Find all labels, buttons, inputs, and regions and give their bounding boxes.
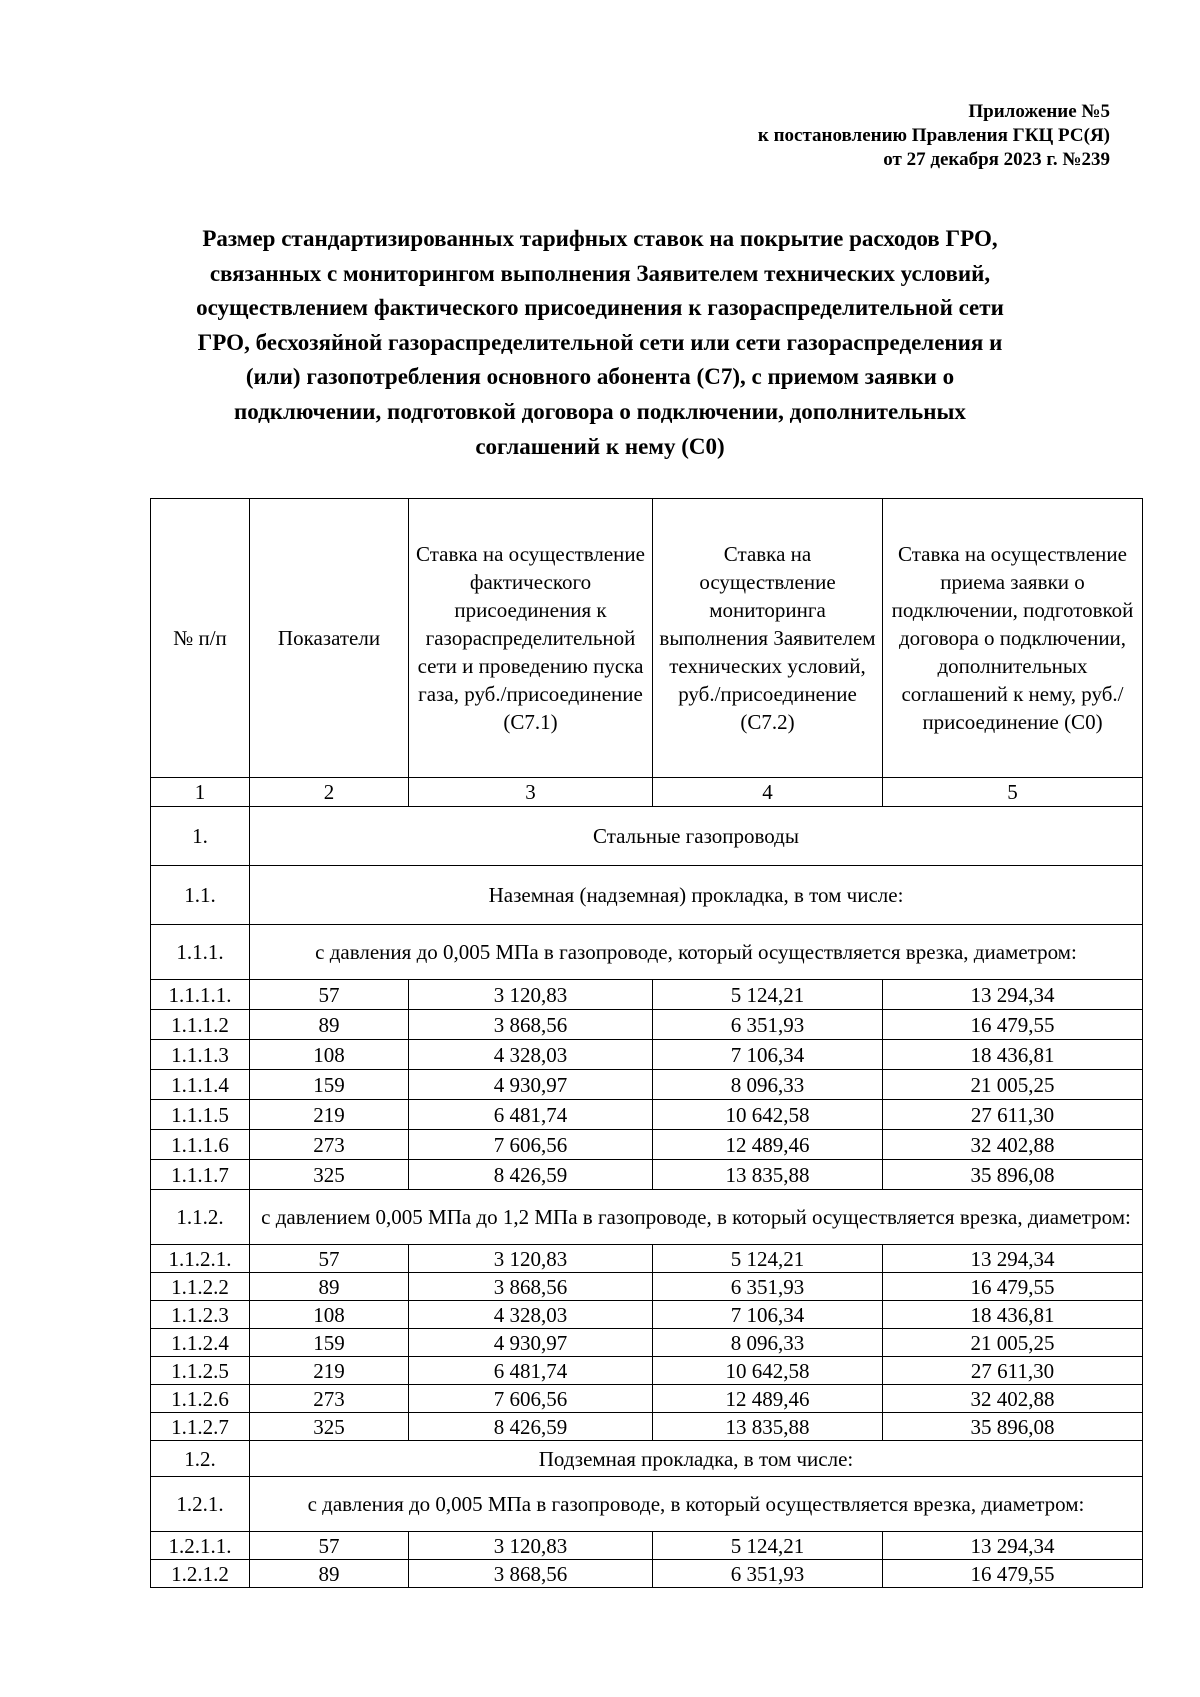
rate-c72: 6 351,93 <box>653 1560 883 1588</box>
title-line: осуществлением фактического присоединения к газораспределительной сети <box>196 295 1004 321</box>
rate-c71: 4 930,97 <box>409 1070 653 1100</box>
rate-c0: 18 436,81 <box>883 1040 1143 1070</box>
rate-c71: 4 930,97 <box>409 1329 653 1357</box>
table-row <box>151 1130 1143 1160</box>
row-num: 1.2.1.2 <box>151 1560 250 1588</box>
table-row <box>151 1273 1143 1301</box>
header-c0: Ставка на осуществление приема заявки о подключении, подготовкой договора о подключении, дополнительных соглашений к нему, руб./присоединение (С0) <box>883 499 1143 778</box>
rate-c71: 3 868,56 <box>409 1560 653 1588</box>
row-num: 1.2.1.1. <box>151 1532 250 1560</box>
section-num: 1.1.1. <box>151 925 250 980</box>
diameter: 57 <box>250 980 409 1010</box>
rate-c0: 13 294,34 <box>883 980 1143 1010</box>
section-label: Наземная (надземная) прокладка, в том числе: <box>250 866 1143 925</box>
rate-c0: 13 294,34 <box>883 1245 1143 1273</box>
diameter: 108 <box>250 1040 409 1070</box>
appendix-date: от 27 декабря 2023 г. №239 <box>883 149 1110 170</box>
rate-c71: 7 606,56 <box>409 1385 653 1413</box>
rate-c72: 13 835,88 <box>653 1413 883 1441</box>
column-number: 1 <box>151 778 250 807</box>
diameter: 159 <box>250 1329 409 1357</box>
rate-c71: 4 328,03 <box>409 1301 653 1329</box>
rate-c0: 16 479,55 <box>883 1273 1143 1301</box>
row-num: 1.1.1.4 <box>151 1070 250 1100</box>
table-row <box>151 1040 1143 1070</box>
rate-c71: 3 120,83 <box>409 1532 653 1560</box>
rate-c0: 18 436,81 <box>883 1301 1143 1329</box>
row-num: 1.1.1.2 <box>151 1010 250 1040</box>
rate-c72: 10 642,58 <box>653 1100 883 1130</box>
rate-c0: 27 611,30 <box>883 1357 1143 1385</box>
row-num: 1.1.1.5 <box>151 1100 250 1130</box>
diameter: 273 <box>250 1385 409 1413</box>
table-row <box>151 980 1143 1010</box>
row-num: 1.1.1.7 <box>151 1160 250 1190</box>
header-c71: Ставка на осуществление фактического присоединения к газораспределительной сети и проведению пуска газа, руб./присоединение (С7.1) <box>409 499 653 778</box>
table-row <box>151 1385 1143 1413</box>
rate-c0: 32 402,88 <box>883 1385 1143 1413</box>
diameter: 159 <box>250 1070 409 1100</box>
column-number: 5 <box>883 778 1143 807</box>
row-num: 1.1.2.7 <box>151 1413 250 1441</box>
rate-c0: 35 896,08 <box>883 1160 1143 1190</box>
diameter: 89 <box>250 1273 409 1301</box>
section-label: Подземная прокладка, в том числе: <box>250 1441 1143 1477</box>
title-line: ГРО, бесхозяйной газораспределительной сети или сети газораспределения и <box>197 329 1003 355</box>
row-num: 1.1.2.5 <box>151 1357 250 1385</box>
row-num: 1.1.2.4 <box>151 1329 250 1357</box>
section-label: с давления до 0,005 МПа в газопроводе, который осуществляется врезка, диаметром: <box>250 925 1143 980</box>
rate-c0: 27 611,30 <box>883 1100 1143 1130</box>
header-c72: Ставка на осуществление мониторинга выполнения Заявителем технических условий, руб./присоединение (С7.2) <box>653 499 883 778</box>
table-row <box>151 1010 1143 1040</box>
appendix-number: Приложение №5 <box>968 101 1110 122</box>
row-num: 1.1.1.3 <box>151 1040 250 1070</box>
section-num: 1.2. <box>151 1441 250 1477</box>
diameter: 219 <box>250 1357 409 1385</box>
diameter: 89 <box>250 1010 409 1040</box>
table-row <box>151 1560 1143 1588</box>
column-number: 2 <box>250 778 409 807</box>
row-num: 1.1.1.6 <box>151 1130 250 1160</box>
rate-c71: 4 328,03 <box>409 1040 653 1070</box>
section-row-steel <box>151 807 1143 866</box>
rate-c72: 8 096,33 <box>653 1329 883 1357</box>
diameter: 273 <box>250 1130 409 1160</box>
rate-c72: 7 106,34 <box>653 1301 883 1329</box>
diameter: 108 <box>250 1301 409 1329</box>
diameter: 325 <box>250 1160 409 1190</box>
section-num: 1.1.2. <box>151 1190 250 1245</box>
header-indicators: Показатели <box>250 499 409 778</box>
rate-c72: 10 642,58 <box>653 1357 883 1385</box>
section-label: с давления до 0,005 МПа в газопроводе, в который осуществляется врезка, диаметром: <box>250 1477 1143 1532</box>
section-row-underground <box>151 1441 1143 1477</box>
rate-c71: 6 481,74 <box>409 1100 653 1130</box>
rate-c71: 3 120,83 <box>409 980 653 1010</box>
rate-c71: 8 426,59 <box>409 1160 653 1190</box>
rate-c0: 21 005,25 <box>883 1329 1143 1357</box>
table-row <box>151 1329 1143 1357</box>
section-num: 1. <box>151 807 250 866</box>
rate-c71: 3 868,56 <box>409 1010 653 1040</box>
appendix-block <box>758 100 1110 172</box>
row-num: 1.1.2.1. <box>151 1245 250 1273</box>
title-line: подключении, подготовкой договора о подключении, дополнительных <box>234 398 966 424</box>
section-label: с давлением 0,005 МПа до 1,2 МПа в газопроводе, в который осуществляется врезка, диаметром: <box>250 1190 1143 1245</box>
rate-c0: 16 479,55 <box>883 1560 1143 1588</box>
rate-c72: 5 124,21 <box>653 1532 883 1560</box>
rate-c72: 12 489,46 <box>653 1130 883 1160</box>
column-numbers-row <box>151 778 1143 807</box>
rate-c72: 13 835,88 <box>653 1160 883 1190</box>
rate-c0: 13 294,34 <box>883 1532 1143 1560</box>
diameter: 57 <box>250 1245 409 1273</box>
rate-c0: 35 896,08 <box>883 1413 1143 1441</box>
rate-c71: 3 868,56 <box>409 1273 653 1301</box>
rate-c72: 12 489,46 <box>653 1385 883 1413</box>
title-line: (или) газопотребления основного абонента (С7), с приемом заявки о <box>245 364 955 390</box>
rate-c72: 5 124,21 <box>653 1245 883 1273</box>
diameter: 89 <box>250 1560 409 1588</box>
row-num: 1.1.2.3 <box>151 1301 250 1329</box>
rate-c0: 21 005,25 <box>883 1070 1143 1100</box>
subsection-row-medium-pressure <box>151 1190 1143 1245</box>
title-line: соглашений к нему (С0) <box>475 433 725 459</box>
section-num: 1.1. <box>151 866 250 925</box>
rates-table <box>150 498 1143 1588</box>
title-line: Размер стандартизированных тарифных ставок на покрытие расходов ГРО, <box>202 226 998 251</box>
table-row <box>151 1160 1143 1190</box>
diameter: 325 <box>250 1413 409 1441</box>
diameter: 219 <box>250 1100 409 1130</box>
column-number: 4 <box>653 778 883 807</box>
rate-c72: 7 106,34 <box>653 1040 883 1070</box>
rate-c71: 7 606,56 <box>409 1130 653 1160</box>
row-num: 1.1.2.2 <box>151 1273 250 1301</box>
appendix-resolution: к постановлению Правления ГКЦ РС(Я) <box>757 125 1110 146</box>
table-row <box>151 1413 1143 1441</box>
rate-c71: 3 120,83 <box>409 1245 653 1273</box>
subsection-row-low-pressure <box>151 925 1143 980</box>
section-label: Стальные газопроводы <box>250 807 1143 866</box>
table-row <box>151 1100 1143 1130</box>
rate-c71: 6 481,74 <box>409 1357 653 1385</box>
header-num: № п/п <box>151 499 250 778</box>
table-row <box>151 1532 1143 1560</box>
table-row <box>151 1301 1143 1329</box>
rate-c72: 5 124,21 <box>653 980 883 1010</box>
row-num: 1.1.1.1. <box>151 980 250 1010</box>
title-line: связанных с мониторингом выполнения Заявителем технических условий, <box>209 260 991 286</box>
document-title <box>150 222 1050 464</box>
rate-c72: 6 351,93 <box>653 1010 883 1040</box>
rate-c0: 32 402,88 <box>883 1130 1143 1160</box>
diameter: 57 <box>250 1532 409 1560</box>
table-row <box>151 1245 1143 1273</box>
section-row-aboveground <box>151 866 1143 925</box>
table-row <box>151 1357 1143 1385</box>
table-row <box>151 1070 1143 1100</box>
subsection-row-underground-low-pressure <box>151 1477 1143 1532</box>
rate-c72: 8 096,33 <box>653 1070 883 1100</box>
rate-c72: 6 351,93 <box>653 1273 883 1301</box>
rate-c71: 8 426,59 <box>409 1413 653 1441</box>
section-num: 1.2.1. <box>151 1477 250 1532</box>
rate-c0: 16 479,55 <box>883 1010 1143 1040</box>
column-number: 3 <box>409 778 653 807</box>
row-num: 1.1.2.6 <box>151 1385 250 1413</box>
table-header-row <box>151 499 1143 778</box>
